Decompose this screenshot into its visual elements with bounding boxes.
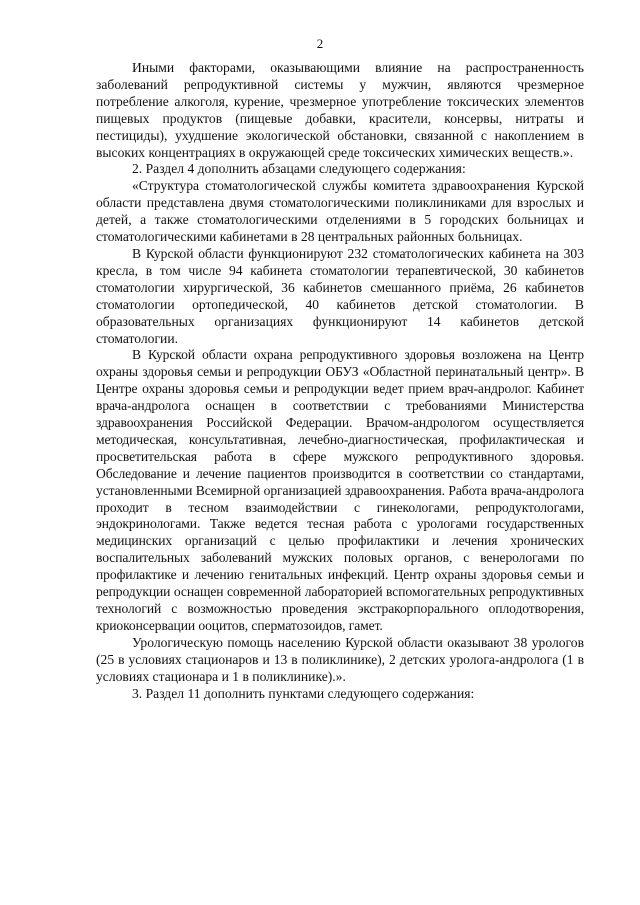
page-number: 2 bbox=[316, 36, 324, 51]
paragraph-dental-service-structure: «Структура стоматологической службы комитета здравоохранения Курской области представлена двумя стоматологическими поликлиниками для взрослых и детей, а также стоматологическими отделениями в 5 городских больницах и стоматологическими кабинетами в 28 центральных районных больницах. bbox=[96, 178, 584, 245]
document-body bbox=[96, 60, 584, 702]
paragraph-section-11-heading: 3. Раздел 11 дополнить пунктами следующего содержания: bbox=[132, 685, 475, 701]
paragraph-urological-care: Урологическую помощь населению Курской области оказывают 38 урологов (25 в условиях стационаров и 13 в поликлинике), 2 детских уролога-андролога (1 в условиях стационара и 1 в поликлинике).». bbox=[96, 634, 584, 684]
paragraph-other-factors: Иными факторами, оказывающими влияние на распространенность заболеваний репродуктивной системы у мужчин, являются чрезмерное потребление алкоголя, курение, чрезмерное употребление токсических элементов пищевых продуктов (пищевые добавки, красители, консервы, нитраты и пестициды), ухудшение экологической обстановки, связанной с накоплением в высоких концентрациях в окружающей среде токсических химических веществ.». bbox=[96, 60, 584, 160]
paragraph-section-4-heading: 2. Раздел 4 дополнить абзацами следующего содержания: bbox=[132, 161, 466, 177]
paragraph-dental-offices: В Курской области функционируют 232 стоматологических кабинета на 303 кресла, в том числе 94 кабинета стоматологии терапевтической, 30 кабинетов стоматологии хирургической, 36 кабинетов смешанного приёма, 26 кабинетов стоматологии ортопедической, 40 кабинетов детской стоматологии. В образовательных организациях функционируют 14 кабинетов детской стоматологии. bbox=[96, 245, 584, 346]
paragraph-reproductive-health-center: В Курской области охрана репродуктивного здоровья возложена на Центр охраны здоровья семьи и репродукции ОБУЗ «Областной перинатальный центр». В Центре охраны здоровья семьи и репродукции ведет прием врач-андролог. Кабинет врача-андролога оснащен в соответствии с требованиями Министерства здравоохранения Российской Федерации. Врачом-андрологом осуществляется методическая, консультативная, лечебно-диагностическая, профилактическая и просветительская работа в сфере мужского репродуктивного здоровья. Обследование и лечение пациентов производится в соответствии со стандартами, установленными Всемирной организацией здравоохранения. Работа врача-андролога проходит в тесном взаимодействии с гинекологами, репродуктологами, эндокринологами. Также ведется тесная работа с урологами государственных медицинских организаций с целью профилактики и лечения хронических воспалительных заболеваний мужских половых органов, с венерологами по профилактике и лечению генитальных инфекций. Центр охраны здоровья семьи и репродукции оснащен современной лабораторией вспомогательных репродуктивных технологий с возможностью проведения экстракорпорального оплодотворения, криоконсервации ооцитов, сперматозоидов, гамет. bbox=[96, 347, 584, 633]
